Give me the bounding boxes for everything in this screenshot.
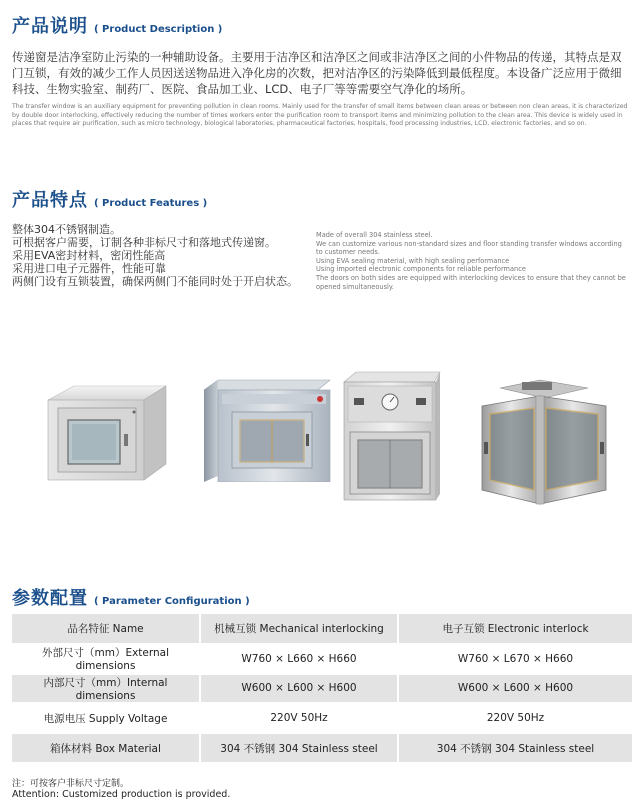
table-cell: 304 不锈钢 304 Stainless steel — [200, 733, 398, 763]
table-cell: 外部尺寸（mm）External dimensions — [12, 644, 200, 674]
description-text-cn: 传递窗是洁净室防止污染的一种辅助设备。主要用于洁净区和洁净区之间或非洁净区之间的小件物品的传递，其特点是双门互锁，有效的减少工作人员因送送物品进入净化房的次数，把对洁净区的污染降低到最低程度。本设备广泛应用于微细科技、生物实验室、制药厂、医院、食品加工业、LCD、电子厂等等需要空气净化的场所。 — [12, 50, 622, 96]
parameter-table — [12, 614, 632, 764]
product-gallery — [0, 360, 643, 520]
feature-item-cn: 整体304不锈钢制造。 — [12, 223, 121, 236]
transfer-window-image-3 — [340, 370, 444, 502]
table-header-row — [12, 614, 632, 644]
feature-item-en: Using imported electronic components for reliable performance — [316, 265, 526, 274]
parameters-title-cn: 参数配置 — [12, 588, 88, 609]
table-cell: 电源电压 Supply Voltage — [12, 703, 200, 733]
feature-item-cn: 两侧门设有互锁装置，确保两侧门不能同时处于开启状态。 — [12, 275, 298, 288]
feature-item-en: Using EVA sealing material, with high sealing performance — [316, 256, 510, 265]
features-title-en: ( Product Features ) — [94, 198, 208, 209]
description-title-cn: 产品说明 — [12, 16, 88, 37]
table-cell: W760 × L670 × H660 — [398, 644, 632, 674]
parameters-heading — [12, 584, 250, 610]
table-cell: 304 不锈钢 304 Stainless steel — [398, 733, 632, 763]
description-text-en: The transfer window is an auxiliary equipment for preventing pollution in clean rooms. Mainly used for the transfer of small items between clean areas or between non clean areas, it is characterized by double door interlocking, effectively reducing the number of times workers enter the purification room to transport items and minimizing pollution to the clean area. This device is widely used in places that require air purification, such as micro technology, biological laboratories, pharmaceutical factories, hospitals, food processing industries, LCD, electronic factories, and so on. — [12, 103, 628, 127]
note-text-cn: 注：可按客户非标尺寸定制。 — [12, 779, 130, 789]
table-cell: 箱体材料 Box Material — [12, 733, 200, 763]
table-cell: W600 × L600 × H600 — [200, 674, 398, 704]
feature-item-cn: 可根据客户需要，订制各种非标尺寸和落地式传递窗。 — [12, 236, 276, 249]
feature-item-cn: 采用进口电子元器件，性能可靠 — [12, 262, 166, 275]
table-header-cell: 机械互锁 Mechanical interlocking — [200, 614, 398, 644]
features-list-en — [316, 231, 630, 291]
table-row — [12, 674, 632, 704]
features-heading — [12, 186, 207, 212]
table-cell: 内部尺寸（mm）Internal dimensions — [12, 674, 200, 704]
transfer-window-image-1 — [44, 382, 170, 482]
description-heading — [12, 12, 222, 38]
table-row — [12, 733, 632, 763]
features-list-cn — [12, 223, 312, 288]
features-title-cn: 产品特点 — [12, 190, 88, 211]
feature-item-en: The doors on both sides are equipped with interlocking devices to ensure that they cannot be opened simultaneously. — [316, 273, 626, 291]
table-cell: 220V 50Hz — [398, 703, 632, 733]
table-row — [12, 703, 632, 733]
parameters-title-en: ( Parameter Configuration ) — [94, 596, 250, 607]
table-header-cell: 电子互锁 Electronic interlock — [398, 614, 632, 644]
table-cell: 220V 50Hz — [200, 703, 398, 733]
table-header-cell: 品名特征 Name — [12, 614, 200, 644]
feature-item-en: We can customize various non-standard sizes and floor standing transfer windows according to customer needs. — [316, 239, 622, 257]
transfer-window-image-2 — [202, 378, 332, 482]
table-row — [12, 644, 632, 674]
table-cell: W760 × L660 × H660 — [200, 644, 398, 674]
note-text-en: Attention: Customized production is provided. — [12, 789, 231, 800]
feature-item-en: Made of overall 304 stainless steel. — [316, 231, 433, 239]
feature-item-cn: 采用EVA密封材料，密闭性能高 — [12, 249, 166, 262]
table-cell: W600 × L600 × H600 — [398, 674, 632, 704]
transfer-window-image-4 — [478, 378, 610, 508]
description-title-en: ( Product Description ) — [94, 24, 223, 35]
